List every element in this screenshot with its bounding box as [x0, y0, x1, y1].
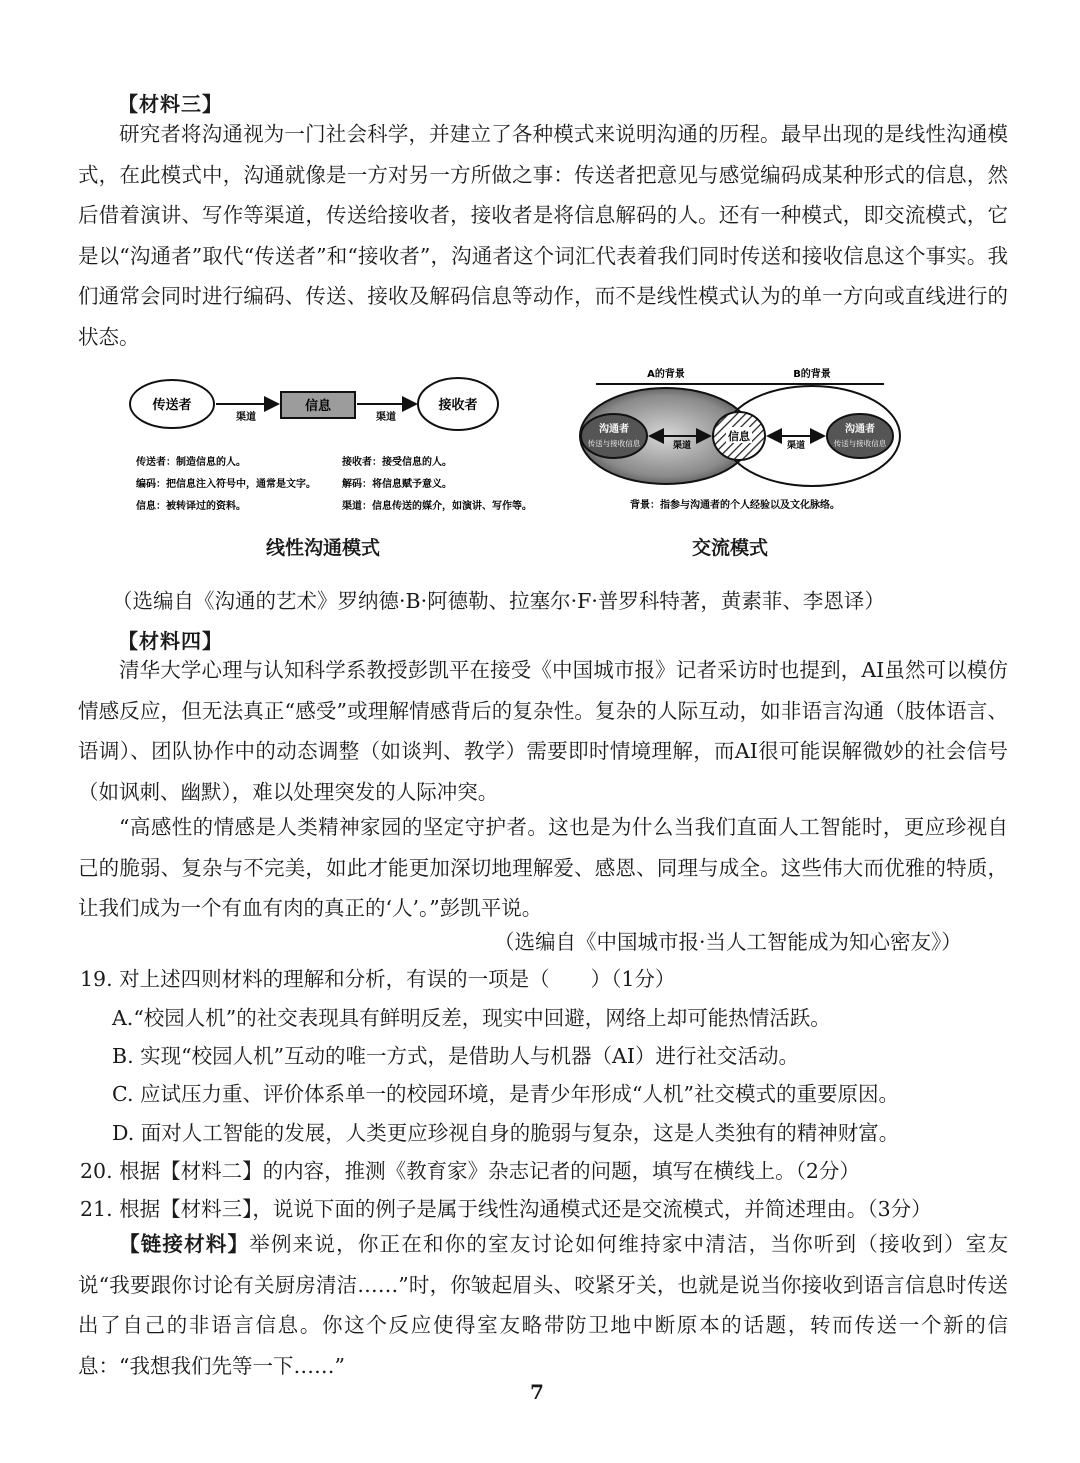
- note-message: 信息：被转译过的资料。: [136, 501, 246, 512]
- note-receiver: 接收者：接受信息的人。: [342, 457, 452, 468]
- link-material-text: 举例来说，你正在和你的室友讨论如何维持家中清洁，当你听到（接收到）室友说“我要跟你讨论有关厨房清洁……”时，你皱起眉头、咬紧牙关，也就是说当你接收到语言信息时传送出了自己的非语言信息。你这个反应使得室友略带防卫地中断原本的话题，转而传送一个新的信息：“我想我们先等一下……”: [78, 1232, 1009, 1378]
- linear-model-diagram: [128, 372, 558, 522]
- link-material-label: 【链接材料】: [119, 1232, 250, 1256]
- material4-paragraph-2: “高感性的情感是人类精神家园的坚定守护者。这也是为什么当我们直面人工智能时，更应珍视自己的脆弱、复杂与不完美，如此才能更加深切地理解爱、感恩、同理与成全。这些伟大而优雅的特质，让我们成为一个有血有肉的真正的‘人’。”彭凯平说。: [78, 815, 1008, 920]
- communicator-b-sub: 传送与接收信息: [833, 439, 887, 448]
- message-label: 信息: [304, 399, 332, 414]
- exchange-channel-b: 渠道: [786, 441, 806, 451]
- question-19: 19. 对上述四则材料的理解和分析，有误的一项是（ ）（1分）: [80, 967, 676, 991]
- note-decode: 解码：将信息赋予意义。: [342, 479, 452, 490]
- note-encode: 编码：把信息注入符号中，通常是文字。: [136, 479, 316, 490]
- communicator-a-node: [581, 414, 647, 458]
- note-sender: 传送者：制造信息的人。: [136, 457, 246, 468]
- source-citation-2: （选编自《中国城市报·当人工智能成为知心密友》）: [494, 930, 962, 954]
- q19-option-a: A.“校园人机”的社交表现具有鲜明反差，现实中回避，网络上却可能热情活跃。: [112, 1006, 831, 1030]
- communicator-b-label: 沟通者: [845, 424, 875, 435]
- question-20: 20. 根据【材料二】的内容，推测《教育家》杂志记者的问题，填写在横线上。（2分）: [80, 1159, 860, 1183]
- channel-label-2: 渠道: [376, 412, 396, 423]
- exchange-model-caption: 交流模式: [692, 537, 769, 559]
- note-channel: 渠道：信息传送的媒介，如演讲、写作等。: [342, 501, 532, 512]
- communicator-a-sub: 传送与接收信息: [587, 439, 641, 448]
- source-citation-1: （选编自《沟通的艺术》罗纳德·B·阿德勒、拉塞尔·F·普罗科特著，黄素菲、李恩译）: [112, 589, 885, 613]
- material3-paragraph: 研究者将沟通视为一门社会科学，并建立了各种模式来说明沟通的历程。最早出现的是线性沟通模式，在此模式中，沟通就像是一方对另一方所做之事：传送者把意见与感觉编码成某种形式的信息，然后借着演讲、写作等渠道，传送给接收者，接收者是将信息解码的人。还有一种模式，即交流模式，它是以“沟通者”取代“传送者”和“接收者”，沟通者这个词汇代表着我们同时传送和接收信息这个事实。我们通常会同时进行编码、传送、接收及解码信息等动作，而不是线性模式认为的单一方向或直线进行的状态。: [78, 122, 1008, 349]
- material4-paragraph-1: 清华大学心理与认知科学系教授彭凯平在接受《中国城市报》记者采访时也提到，AI虽然可以模仿情感反应，但无法真正“感受”或理解情感背后的复杂性。复杂的人际互动，如非语言沟通（肢体语言、语调）、团队协作中的动态调整（如谈判、教学）需要即时情境理解，而AI很可能误解微妙的社会信号（如讽刺、幽默），难以处理突发的人际冲突。: [78, 658, 1008, 804]
- q19-option-c: C. 应试压力重、评价体系单一的校园环境，是青少年形成“人机”社交模式的重要原因。: [112, 1082, 899, 1106]
- question-21: 21. 根据【材料三】，说说下面的例子是属于线性沟通模式还是交流模式，并简述理由。（3分）: [80, 1197, 932, 1221]
- link-material-paragraph: [78, 1224, 1008, 1386]
- material4-heading: 【材料四】: [118, 629, 223, 653]
- exchange-note: 背景：指参与沟通者的个人经验以及文化脉络。: [630, 500, 840, 511]
- page-number: 7: [530, 1380, 544, 1404]
- q19-option-d: D. 面对人工智能的发展，人类更应珍视自身的脆弱与复杂，这是人类独有的精神财富。: [112, 1121, 900, 1145]
- background-a-label: A的背景: [647, 369, 685, 380]
- channel-label-1: 渠道: [236, 412, 256, 423]
- exchange-channel-a: 渠道: [672, 441, 692, 451]
- linear-model-caption: 线性沟通模式: [266, 537, 381, 559]
- material3-heading: 【材料三】: [118, 92, 223, 116]
- exchange-model-diagram: [574, 364, 914, 524]
- receiver-label: 接收者: [438, 398, 478, 413]
- q19-option-b: B. 实现“校园人机”互动的唯一方式，是借助人与机器（AI）进行社交活动。: [112, 1044, 799, 1068]
- sender-label: 传送者: [152, 398, 192, 413]
- communicator-b-node: [827, 414, 893, 458]
- background-b-label: B的背景: [793, 369, 831, 380]
- communicator-a-label: 沟通者: [599, 424, 629, 435]
- exchange-message-label: 信息: [728, 430, 750, 443]
